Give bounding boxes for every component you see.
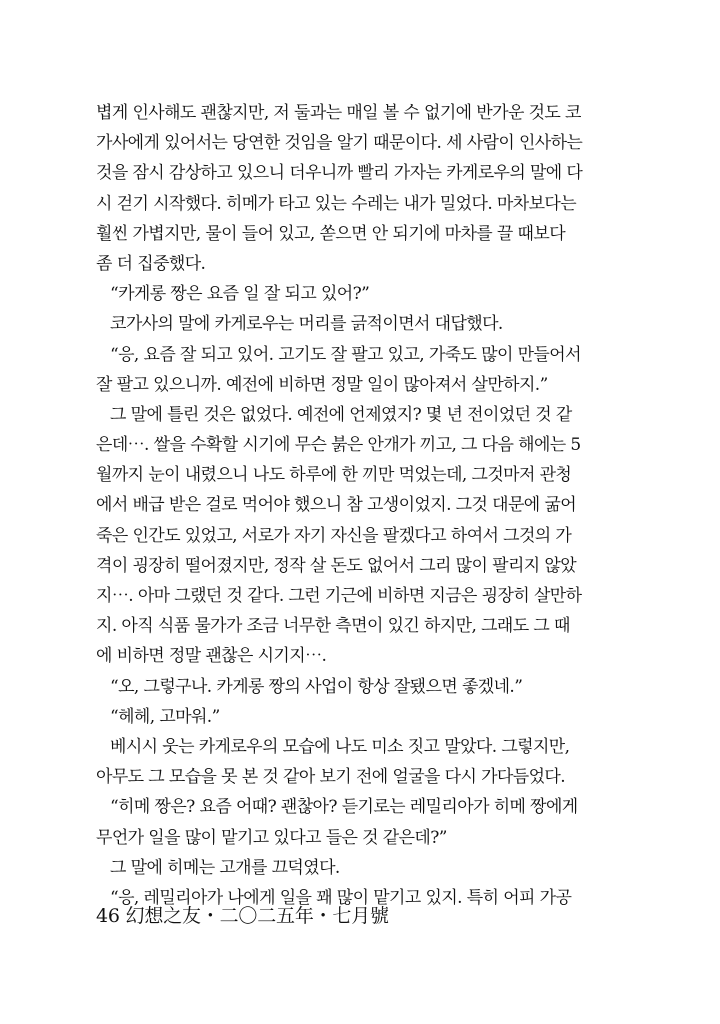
text-line: 은데⋯. 쌀을 수확할 시기에 무슨 붉은 안개가 끼고, 그 다음 해에는 5 xyxy=(96,435,581,456)
text-line: 가사에게 있어서는 당연한 것임을 알기 때문이다. 세 사람이 인사하는 xyxy=(96,133,583,154)
body-text xyxy=(96,98,636,913)
dialogue-line: “카게롱 짱은 요즘 일 잘 되고 있어?” xyxy=(110,284,370,305)
text-line: 것을 잠시 감상하고 있으니 더우니까 빨리 가자는 카게로우의 말에 다 xyxy=(96,163,583,184)
text-line: 볍게 인사해도 괜찮지만, 저 둘과는 매일 볼 수 없기에 반가운 것도 코 xyxy=(96,103,581,123)
dialogue-line: “히메 짱은? 요즘 어때? 괜찮아? 듣기로는 레밀리아가 히메 짱에게 xyxy=(110,797,578,818)
text-line: 코가사의 말에 카게로우는 머리를 긁적이면서 대답했다. xyxy=(110,314,503,335)
text-line: 베시시 웃는 카게로우의 모습에 나도 미소 짓고 말았다. 그렇지만, xyxy=(110,736,570,757)
text-line: 아무도 그 모습을 못 본 것 같아 보기 전에 얼굴을 다시 가다듬었다. xyxy=(96,767,566,788)
text-line: 월까지 눈이 내렸으니 나도 하루에 한 끼만 먹었는데, 그것마저 관청 xyxy=(96,465,572,486)
text-line: 에서 배급 받은 걸로 먹어야 했으니 참 고생이었지. 그것 대문에 굶어 xyxy=(96,495,577,516)
dialogue-line: “응, 요즘 잘 되고 있어. 고기도 잘 팔고 있고, 가죽도 많이 만들어서 xyxy=(110,344,581,365)
text-line: 격이 굉장히 떨어졌지만, 정작 살 돈도 없어서 그리 많이 팔리지 않았 xyxy=(96,555,577,576)
text-line: 무언가 일을 많이 맡기고 있다고 들은 것 같은데?” xyxy=(96,827,447,848)
dialogue-line: “헤헤, 고마워.” xyxy=(110,706,220,727)
text-line: 시 걷기 시작했다. 히메가 타고 있는 수레는 내가 밀었다. 마차보다는 xyxy=(96,193,577,214)
text-line: 그 말에 틀린 것은 없었다. 예전에 언제였지? 몇 년 전이었던 것 같 xyxy=(110,404,572,425)
text-line: 그 말에 히메는 고개를 끄덕였다. xyxy=(110,857,340,878)
text-line: 에 비하면 정말 괜찮은 시기지⋯. xyxy=(96,646,327,667)
text-line: 훨씬 가볍지만, 물이 들어 있고, 쏟으면 안 되기에 마차를 끌 때보다 xyxy=(96,223,566,244)
dialogue-line: “오, 그렇구나. 카게롱 짱의 사업이 항상 잘됐으면 좋겠네.” xyxy=(110,676,523,697)
page-footer: 46 幻想之友・二〇二五年・七月號 xyxy=(96,905,389,927)
text-line: 좀 더 집중했다. xyxy=(96,253,206,274)
dialogue-line: “응, 레밀리아가 나에게 일을 꽤 많이 맡기고 있지. 특히 어피 가공 xyxy=(110,887,572,908)
text-line: 지. 아직 식품 물가가 조금 너무한 측면이 있긴 하지만, 그래도 그 때 xyxy=(96,616,570,637)
text-line: 잘 팔고 있으니까. 예전에 비하면 정말 일이 많아져서 살만하지.” xyxy=(96,374,548,395)
text-line: 지⋯. 아마 그랬던 것 같다. 그런 기근에 비하면 지금은 굉장히 살만하 xyxy=(96,586,582,606)
text-line: 죽은 인간도 있었고, 서로가 자기 자신을 팔겠다고 하여서 그것의 가 xyxy=(96,525,572,546)
